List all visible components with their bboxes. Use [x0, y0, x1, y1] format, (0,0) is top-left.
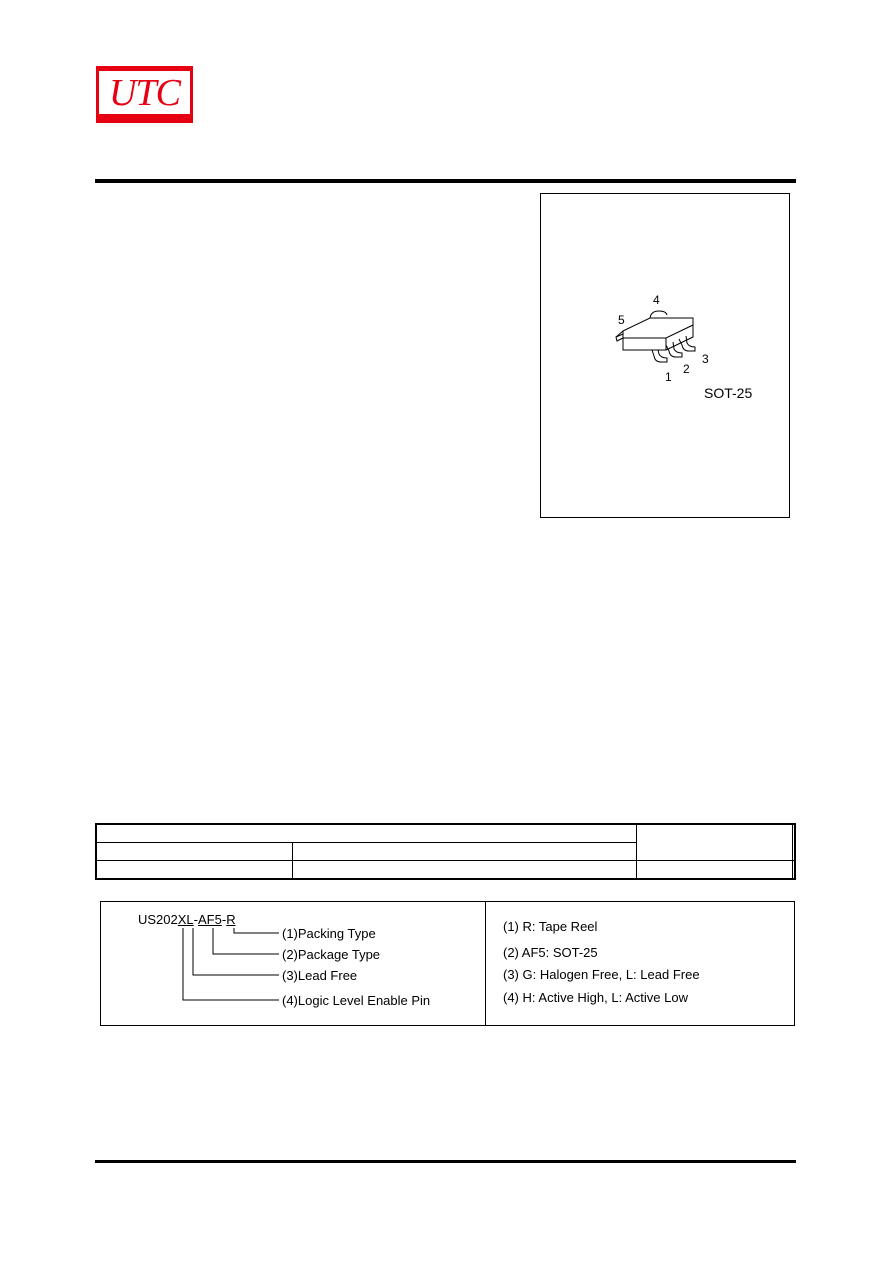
logo-text: UTC	[109, 72, 180, 114]
table-cell	[293, 861, 637, 880]
table-cell	[96, 843, 293, 861]
table-row	[96, 861, 795, 880]
table-cell	[636, 861, 792, 880]
desc-logic-level: (4) H: Active High, L: Active Low	[503, 990, 688, 1005]
header-rule	[95, 179, 796, 183]
footer-rule	[95, 1160, 796, 1163]
utc-logo	[96, 66, 193, 123]
legend-packing-type: (1)Packing Type	[282, 926, 376, 941]
legend-lead-free: (3)Lead Free	[282, 968, 358, 983]
table-cell	[96, 824, 636, 843]
sot25-drawing	[541, 194, 791, 519]
package-figure	[540, 193, 790, 518]
marking-divider	[485, 902, 486, 1025]
legend-logic-level: (4)Logic Level Enable Pin	[282, 993, 431, 1008]
part-number-af5: AF5	[198, 912, 222, 927]
ordering-information-table	[95, 823, 796, 880]
part-number-l: L	[186, 912, 194, 927]
part-number-dash1: -	[193, 912, 198, 927]
part-number-x: X	[177, 912, 187, 927]
pin-label-5: 5	[618, 313, 625, 327]
legend-package-type: (2)Package Type	[282, 947, 381, 962]
table-cell	[293, 843, 637, 861]
part-number-r: R	[226, 912, 236, 927]
part-number-marking	[100, 901, 795, 1026]
logo-frame	[99, 71, 190, 114]
desc-package-type: (2) AF5: SOT-25	[503, 945, 598, 960]
pin-label-3: 3	[702, 352, 709, 366]
table-cell	[96, 861, 293, 880]
table-cell	[792, 861, 795, 880]
desc-packing-type: (1) R: Tape Reel	[503, 919, 598, 934]
table-cell	[636, 824, 792, 861]
part-number-base: US202	[138, 912, 178, 927]
part-number-dash2: -	[221, 912, 227, 927]
table-cell	[792, 824, 795, 861]
desc-lead-free: (3) G: Halogen Free, L: Lead Free	[503, 967, 700, 982]
pin-label-4: 4	[653, 293, 660, 307]
pin-label-1: 1	[665, 370, 672, 384]
pin-label-2: 2	[683, 362, 690, 376]
table-row	[96, 824, 795, 843]
package-name: SOT-25	[704, 385, 753, 401]
